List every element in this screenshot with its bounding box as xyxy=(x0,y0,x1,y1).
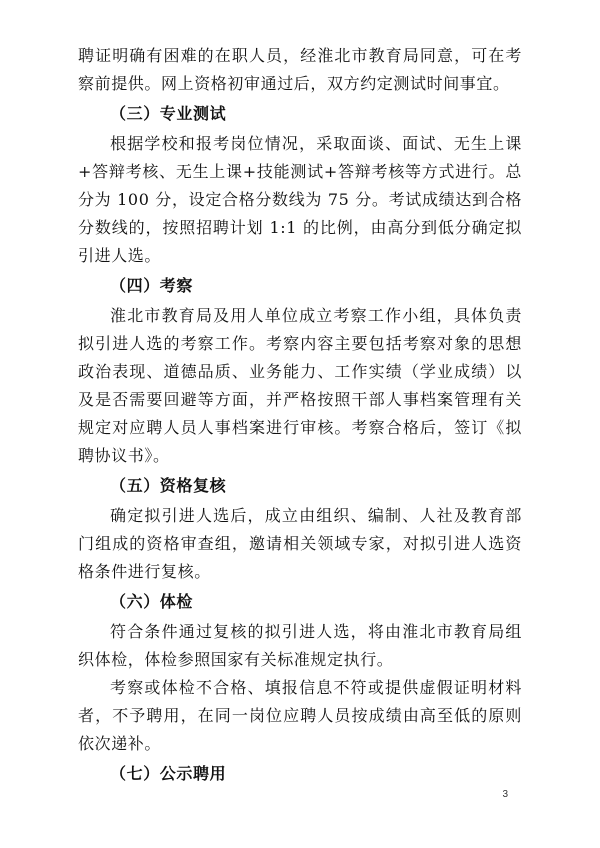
paragraph-professional-test: 根据学校和报考岗位情况，采取面谈、面试、无生上课+答辩考核、无生上课+技能测试+答辩考核等方式进行。总分为 100 分，设定合格分数线为 75 分。考试成绩达到合格分数线的，按照招聘计划 1:1 的比例，由高分到低分确定拟引进人选。 xyxy=(78,134,522,265)
paragraph-continuation: 聘证明确有困难的在职人员，经淮北市教育局同意，可在考察前提供。网上资格初审通过后，双方约定测试时间事宜。 xyxy=(78,46,522,93)
section-heading-public-notice: （七）公示聘用 xyxy=(110,764,227,783)
section-heading-qualification-review: （五）资格复核 xyxy=(110,476,227,495)
section-heading-inspection: （四）考察 xyxy=(110,276,194,295)
paragraph-physical-exam: 符合条件通过复核的拟引进人选，将由淮北市教育局组织体检，体检参照国家有关标准规定执行。 xyxy=(78,622,522,669)
paragraph-inspection: 淮北市教育局及用人单位成立考察工作小组，具体负责拟引进人选的考察工作。考察内容主要包括考察对象的思想政治表现、道德品质、业务能力、工作实绩（学业成绩）以及是否需要回避等方面，并严格按照干部人事档案管理有关规定对应聘人员人事档案进行审核。考察合格后，签订《拟聘协议书》。 xyxy=(78,306,522,465)
section-heading-professional-test: （三）专业测试 xyxy=(110,104,227,123)
page-number: 3 xyxy=(502,789,508,800)
paragraph-disqualification: 考察或体检不合格、填报信息不符或提供虚假证明材料者，不予聘用，在同一岗位应聘人员按成绩由高至低的原则依次递补。 xyxy=(78,678,522,753)
paragraph-qualification-review: 确定拟引进人选后，成立由组织、编制、人社及教育部门组成的资格审查组，邀请相关领域专家，对拟引进人选资格条件进行复核。 xyxy=(78,506,522,581)
document-body xyxy=(78,42,522,790)
section-heading-physical-exam: （六）体检 xyxy=(110,592,194,611)
